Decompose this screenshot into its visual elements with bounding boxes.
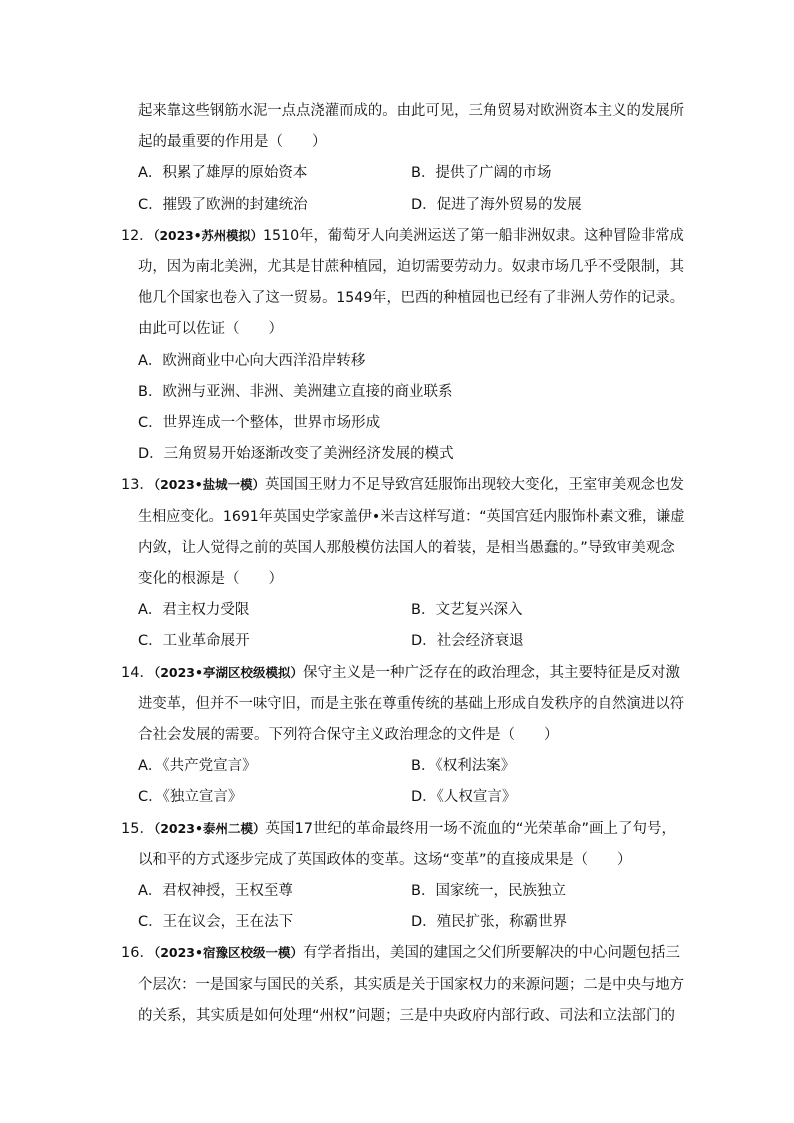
q11-option-c[interactable]: C．摧毁了欧洲的封建统治 — [138, 197, 308, 213]
q15-option-c[interactable]: C．王在议会，王在法下 — [138, 914, 294, 930]
q13-line3: 内敛，让人觉得之前的英国人那般模仿法国人的着装，是相当愚蠢的。”导致审美观念 — [138, 540, 675, 556]
q16-line3: 的关系，其实质是如何处理“州权”问题；三是中央政府内部行政、司法和立法部门的 — [138, 1008, 676, 1024]
q13-option-c[interactable]: C．工业革命展开 — [138, 633, 250, 649]
q15-line1-text: 英国17世纪的革命最终用一场不流血的“光荣革命”画上了句号， — [265, 821, 676, 837]
q14-line1 — [121, 663, 680, 683]
q16-number: 16． — [121, 945, 154, 961]
q12-option-a[interactable]: A．欧洲商业中心向大西洋沿岸转移 — [138, 353, 366, 369]
q14-source: （2023•亭湖区校级模拟） — [153, 665, 303, 680]
q16-source: （2023•宿豫区校级一模） — [153, 945, 303, 960]
q14-line2: 进变革，但并不一味守旧，而是主张在尊重传统的基础上形成自发秩序的自然演进以符 — [138, 696, 684, 712]
q15-line1 — [121, 819, 676, 839]
q13-option-b[interactable]: B．文艺复兴深入 — [411, 602, 523, 618]
q13-number: 13． — [121, 477, 154, 493]
q12-line4: 由此可以佐证（ ） — [138, 321, 283, 337]
q13-line1 — [121, 475, 684, 495]
q11-continuation-line1: 起来靠这些钢筋水泥一点点浇灌而成的。由此可见，三角贸易对欧洲资本主义的发展所 — [138, 103, 684, 119]
q11-option-b[interactable]: B．提供了广阔的市场 — [411, 165, 552, 181]
q11-option-d[interactable]: D．促进了海外贸易的发展 — [411, 197, 582, 213]
q12-source: （2023•苏州模拟） — [153, 228, 263, 243]
q12-option-d[interactable]: D．三角贸易开始逐渐改变了美洲经济发展的模式 — [138, 446, 454, 462]
q12-line3: 他几个国家也卷入了这一贸易。1549年，巴西的种植园也已经有了非洲人劳作的记录。 — [138, 290, 684, 306]
q15-option-d[interactable]: D．殖民扩张，称霸世界 — [411, 914, 568, 930]
q13-option-a[interactable]: A．君主权力受限 — [138, 602, 250, 618]
q14-line3: 合社会发展的需要。下列符合保守主义政治理念的文件是（ ） — [138, 727, 559, 743]
q16-line2: 个层次：一是国家与国民的关系，其实质是关于国家权力的来源问题；二是中央与地方 — [138, 977, 684, 993]
q13-option-d[interactable]: D．社会经济衰退 — [411, 633, 524, 649]
q15-line2: 以和平的方式逐步完成了英国政体的变革。这场“变革”的直接成果是（ ） — [138, 852, 632, 868]
q15-option-a[interactable]: A．君权神授，王权至尊 — [138, 883, 293, 899]
q14-option-c[interactable]: C．《独立宣言》 — [138, 789, 243, 805]
q12-number: 12． — [121, 228, 154, 244]
q13-source: （2023•盐城一模） — [153, 477, 265, 492]
q14-option-a[interactable]: A．《共产党宣言》 — [138, 758, 257, 774]
q14-number: 14． — [121, 665, 154, 681]
q14-option-b[interactable]: B．《权利法案》 — [411, 758, 516, 774]
q14-line1-text: 保守主义是一种广泛存在的政治理念，其主要特征是反对激 — [302, 665, 680, 681]
q11-option-a[interactable]: A．积累了雄厚的原始资本 — [138, 165, 308, 181]
q12-option-b[interactable]: B．欧洲与亚洲、非洲、美洲建立直接的商业联系 — [138, 384, 453, 400]
q12-line1 — [121, 226, 684, 246]
q16-line1 — [121, 943, 680, 963]
q16-line1-text: 有学者指出，美国的建国之父们所要解决的中心问题包括三 — [302, 945, 680, 961]
q12-line2: 功，因为南北美洲，尤其是甘蔗种植园，迫切需要劳动力。奴隶市场几乎不受限制，其 — [138, 259, 684, 275]
q14-option-d[interactable]: D．《人权宣言》 — [411, 789, 517, 805]
q12-option-c[interactable]: C．世界连成一个整体，世界市场形成 — [138, 415, 381, 431]
q11-continuation-line2: 起的最重要的作用是（ ） — [138, 134, 327, 150]
q13-line2: 生相应变化。1691年英国史学家盖伊•米吉这样写道：“英国宫廷内服饰朴素文雅，谦虚 — [138, 509, 685, 525]
q15-number: 15． — [121, 821, 154, 837]
q13-line4: 变化的根源是（ ） — [138, 571, 283, 587]
q15-option-b[interactable]: B．国家统一，民族独立 — [411, 883, 566, 899]
q12-line1-text: 1510年，葡萄牙人向美洲运送了第一船非洲奴隶。这种冒险非常成 — [262, 228, 684, 244]
q15-source: （2023•泰州二模） — [153, 821, 266, 836]
q13-line1-text: 英国国王财力不足导致宫廷服饰出现较大变化，王室审美观念也发 — [264, 477, 685, 493]
